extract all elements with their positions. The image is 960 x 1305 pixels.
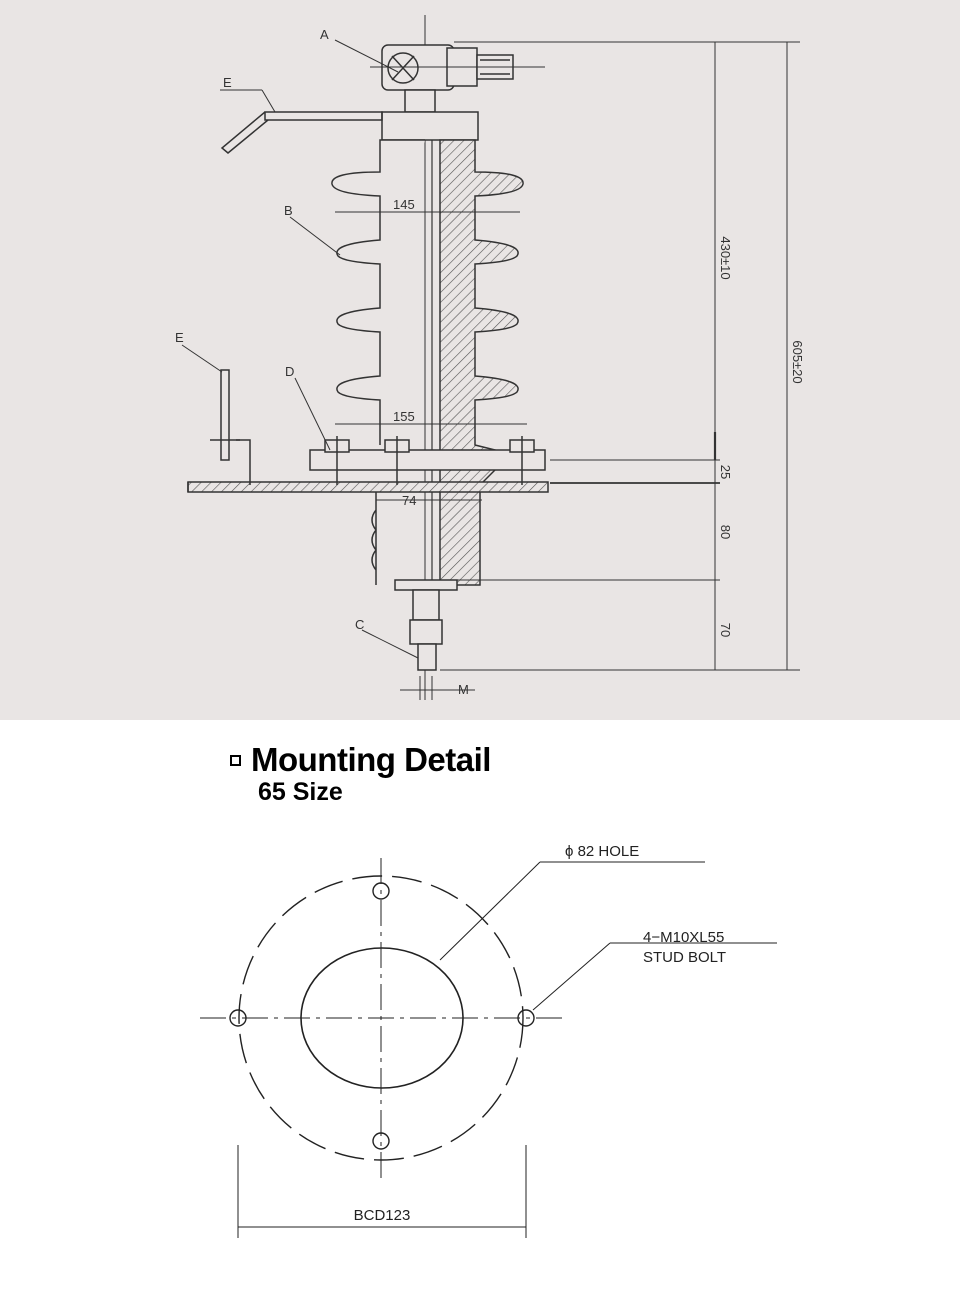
label-part-a: A (320, 27, 329, 42)
dim-insulator-height: 430±10 (718, 236, 733, 280)
dim-thread-m: M (458, 682, 469, 697)
mounting-size-label: 65 Size (258, 778, 343, 806)
dim-flange-height: 25 (718, 464, 733, 480)
dim-shed-lower: 155 (393, 409, 415, 424)
dim-base-width: 74 (402, 493, 417, 508)
stud-bolt-label-line2: STUD BOLT (643, 949, 727, 966)
stud-bolt-label-line1: 4−M10XL55 (643, 929, 725, 946)
dim-shed-upper: 145 (393, 197, 415, 212)
dim-lower-body: 80 (718, 524, 733, 540)
dim-stud-length: 70 (718, 622, 733, 638)
mounting-detail-title: Mounting Detail (251, 741, 491, 778)
label-part-c: C (355, 617, 365, 632)
bcd-label: BCD123 (353, 1207, 411, 1224)
center-hole-label: ϕ 82 HOLE (565, 843, 640, 860)
dim-overall-height: 605±20 (790, 340, 805, 384)
label-part-b: B (284, 203, 293, 218)
label-part-e-mid: E (175, 330, 184, 345)
label-part-d: D (285, 364, 295, 379)
label-part-e-top: E (223, 75, 232, 90)
